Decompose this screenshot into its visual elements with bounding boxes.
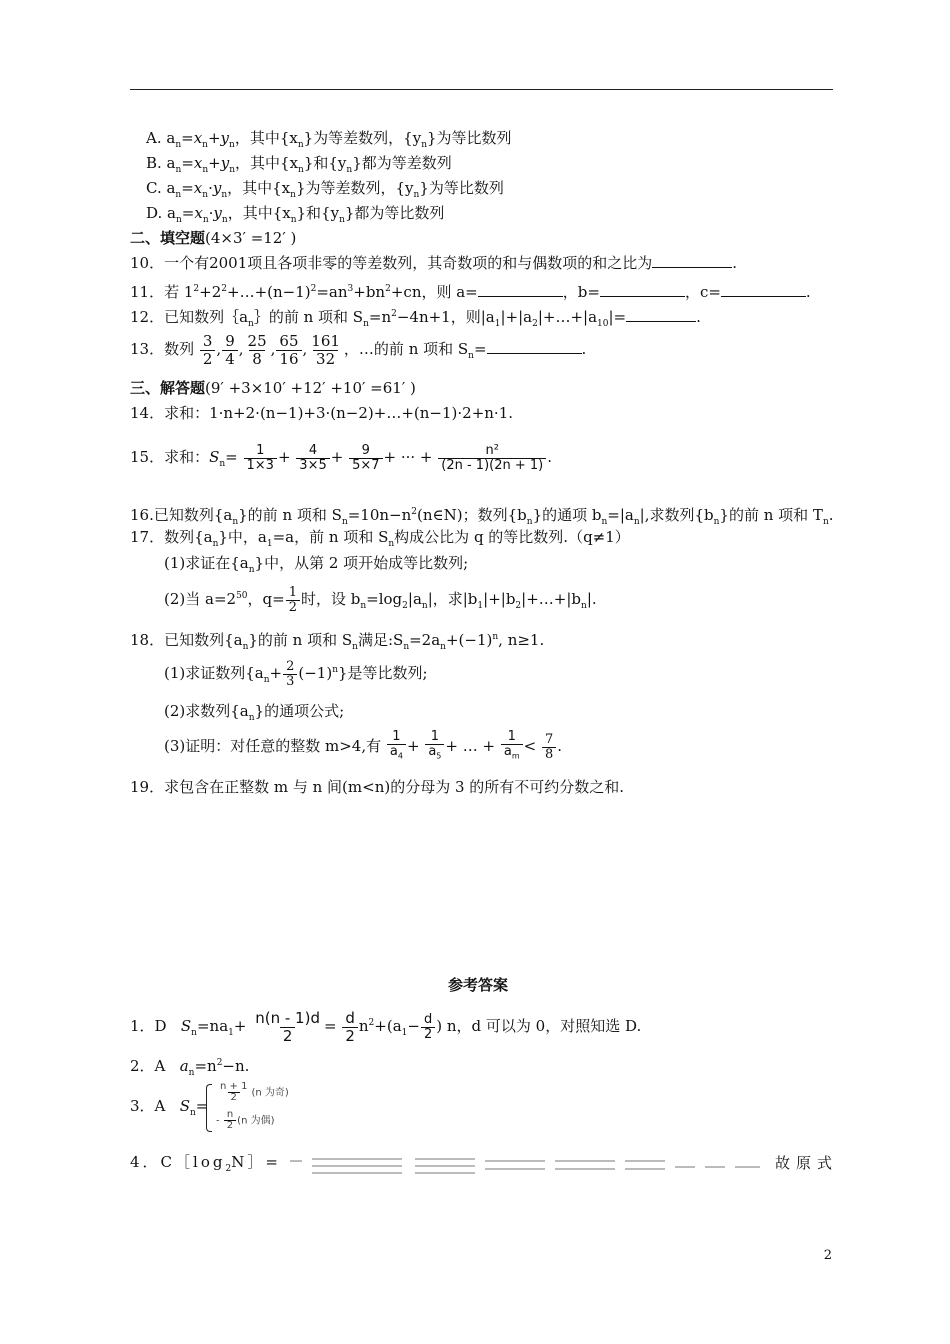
section-fill-heading: 二、填空题(4×3′ =12′ ) xyxy=(130,229,297,247)
answer-2: 2．A $a_n=n^2-n$. xyxy=(130,1057,250,1078)
question-17-part-2: (2)当 $a=2^{50}$，q= $\frac{1}{2}$ 时，设 $b_n=\log_2|a_n|$，求$|b_1|+|b_2|+\dots+|b_n|$. xyxy=(164,584,597,615)
question-18-part-1: (1)求证数列{$a_n+$ $\frac{2}{3}$ $(-1)^n$}是等比数列; xyxy=(164,658,428,689)
q18-frac-am: $\frac{1}{a_m}$ xyxy=(501,730,523,764)
question-18: 18．已知数列$\{a_n\}$的前 n 项和 $S_n$满足$:S_n=2a_n+(-1)^n$, n≥1. xyxy=(130,631,545,652)
question-15: 15．求和：$S_n=$ $\frac{1}{1\times 3}$ + $\frac{4}{3\times 5}$ + $\frac{9}{5\times 7}$ + ··· + $\frac{\text{n²}}{(2n - 1)(2n + 1)}$ . xyxy=(130,442,553,473)
q18-frac-seven-eighths: $\frac{7}{8}$ xyxy=(542,733,556,762)
answer-4-blurred-formula xyxy=(290,1156,760,1176)
question-17-part-1: (1)求证在$\{a_n\}$中，从第 2 项开始成等比数列; xyxy=(164,554,469,575)
option-d: D. $a_n=x_n\cdot y_n$，其中$\{x_n\}$和$\{y_n\}$都为等比数列 xyxy=(146,204,445,225)
q17-frac-half: $\frac{1}{2}$ xyxy=(286,586,300,615)
question-18-part-2: (2)求数列$\{a_n\}$的通项公式; xyxy=(164,702,345,723)
ans1-frac-d2: $\frac{d}{2}$ xyxy=(342,1010,358,1045)
q15-frac-3: $\frac{9}{5\times 7}$ xyxy=(349,444,382,473)
question-13: 13．数列 $\frac{3}{2}$ , $\frac{9}{4}$ , $\frac{25}{8}$ , $\frac{65}{16}$ , $\frac{161}{32}$ ，…的前 n 项和 $S_n=$ . xyxy=(130,331,587,368)
option-c: C. $a_n=x_n\cdot y_n$，其中$\{x_n\}$为等差数列，$\{y_n\}$为等比数列 xyxy=(146,179,504,200)
question-19: 19．求包含在正整数 m 与 n 间(m<n)的分母为 3 的所有不可约分数之和. xyxy=(130,778,625,796)
answer-3: 3．A $S_n=$ xyxy=(130,1097,209,1118)
answers-title: 参考答案 xyxy=(448,976,509,994)
q15-frac-2: $\frac{4}{3\times 5}$ xyxy=(296,444,329,473)
section-solve-heading: 三、解答题(9′ +3×10′ +12′ +10′ =61′ ) xyxy=(130,379,416,397)
ans1-frac-main: $\frac{n(n - 1)d}{2}$ xyxy=(255,1008,320,1045)
q18-frac-two-thirds: $\frac{2}{3}$ xyxy=(283,660,297,689)
q13-frac-3: $\frac{25}{8}$ xyxy=(247,331,267,368)
question-17: 17．数列$\{a_n\}$中，$a_1=a$，前 n 项和 $S_n$构成公比为 q 的等比数列.（q≠1） xyxy=(130,528,630,549)
q18-frac-a5: $\frac{1}{a_5}$ xyxy=(425,730,444,764)
page-number: 2 xyxy=(823,1248,832,1263)
answer-1: 1．D $S_n=na_1+$ $\frac{n(n - 1)d}{2}$ = $\frac{d}{2}$ $n^2+(a_1-$ $\frac{d}{2}$ ) n，d 可以为 0，对照知选 D. xyxy=(130,1008,642,1045)
option-b: B. $a_n=x_n+y_n$，其中$\{x_n\}$和$\{y_n\}$都为等差数列 xyxy=(146,154,452,175)
question-14: 14．求和：1·n+2·(n−1)+3·(n−2)+…+(n−1)·2+n·1. xyxy=(130,404,514,422)
header-rule xyxy=(130,89,833,90)
answer-3-brace xyxy=(206,1084,212,1132)
q13-frac-5: $\frac{161}{32}$ xyxy=(311,331,340,368)
question-18-part-3: (3)证明：对任意的整数 m>4,有 $\frac{1}{a_4}$ + $\frac{1}{a_5}$ + … + $\frac{1}{a_m}$ < $\frac{7}{8}$ . xyxy=(164,724,562,768)
question-12: 12．已知数列$\{a_n\}$的前 n 项和 $S_n=n^2-4n+1$，则$|a_1|+|a_2|+\dots+|a_{10}|=$ . xyxy=(130,308,701,329)
q13-frac-1: $\frac{3}{2}$ xyxy=(200,333,216,368)
answer-4-tail: 故原式 xyxy=(775,1154,839,1172)
q13-frac-4: $\frac{65}{16}$ xyxy=(276,333,301,368)
q15-frac-last: $\frac{\text{n²}}{(2n - 1)(2n + 1)}$ xyxy=(438,444,546,473)
option-a: A. $a_n=x_n+y_n$，其中$\{x_n\}$为等差数列，$\{y_n\}$为等比数列 xyxy=(146,129,512,150)
question-11: 11．若 $1^2+2^2+\dots+(n-1)^2=an^3+bn^2+cn$，则 a= ，b= ，c= . xyxy=(130,283,811,301)
answer-3-case-odd: $\frac{n + 1}{2}$ (n 为奇) xyxy=(220,1081,289,1103)
answer-4: 4．$C[\log_2N]=$ xyxy=(130,1153,281,1174)
q15-frac-1: $\frac{1}{1\times 3}$ xyxy=(244,444,277,473)
question-16: 16.已知数列$\{a_n\}$的前 n 项和 $S_n=10n-n^2(n\in N)$；数列$\{b_n\}$的通项 $b_n=|a_n|$,求数列$\{b_n\}$的前 n 项和 $T_n$. xyxy=(130,506,834,527)
question-10: 10．一个有2001项且各项非零的等差数列，其奇数项的和与偶数项的和之比为 . xyxy=(130,254,738,272)
answer-3-case-even: - $\frac{n}{2}$ (n 为偶) xyxy=(216,1109,275,1131)
q13-frac-2: $\frac{9}{4}$ xyxy=(222,333,238,368)
q18-frac-a4: $\frac{1}{a_4}$ xyxy=(387,730,406,764)
ans1-frac-d2-small: $\frac{d}{2}$ xyxy=(421,1013,435,1042)
